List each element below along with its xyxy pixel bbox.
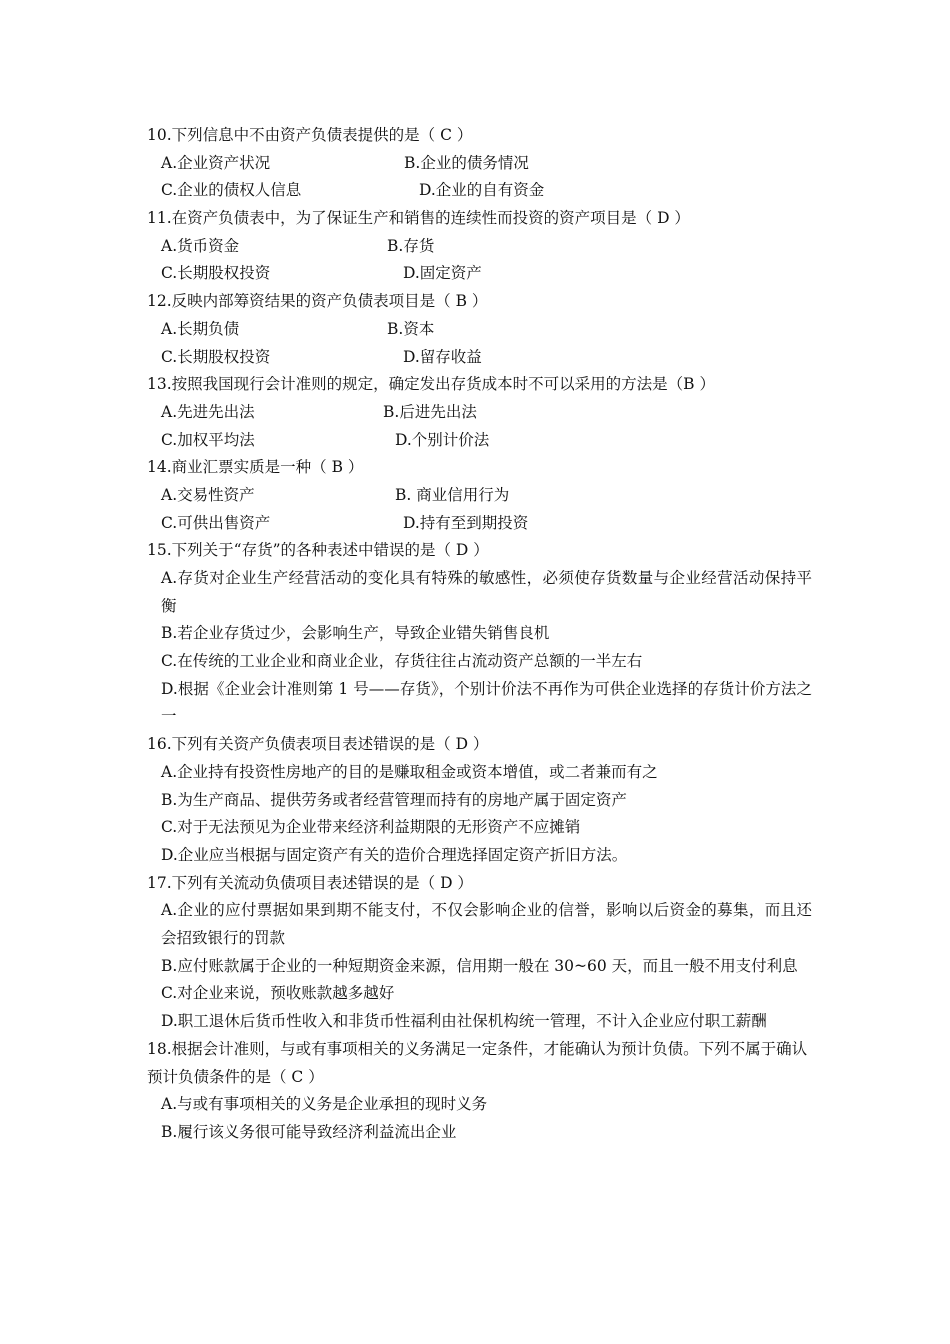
- option-c: C.长期股权投资: [161, 347, 271, 366]
- question-12-stem: 12.反映内部筹资结果的资产负债表项目是（ B ）: [147, 292, 488, 311]
- option-d: D.个别计价法: [395, 430, 490, 449]
- question-18-option-a: A.与或有事项相关的义务是企业承担的现时义务: [161, 1095, 488, 1114]
- option-c: C.加权平均法: [161, 430, 255, 449]
- question-16-option-c: C.对于无法预见为企业带来经济利益期限的无形资产不应摊销: [161, 818, 581, 837]
- question-17-stem: 17.下列有关流动负债项目表述错误的是（ D ）: [147, 873, 473, 892]
- question-17-option-b: B.应付账款属于企业的一种短期资金来源，信用期一般在 30~60 天，而且一般不用支付利息: [161, 956, 798, 975]
- question-17-option-d: D.职工退休后货币性收入和非货币性福利由社保机构统一管理，不计入企业应付职工薪酬: [161, 1012, 767, 1031]
- question-13-stem: 13.按照我国现行会计准则的规定，确定发出存货成本时不可以采用的方法是（B ）: [147, 375, 715, 394]
- question-12-options-row-2: [147, 344, 812, 372]
- question-15-option-d: D.根据《企业会计准则第 1 号——存货》，个别计价法不再作为可供企业选择的存货计价方法之一: [161, 679, 812, 726]
- question-13-options-row-2: [147, 427, 812, 455]
- option-c: C.长期股权投资: [161, 264, 271, 283]
- question-10-options-row-1: [147, 150, 812, 178]
- option-c: C.企业的债权人信息: [161, 181, 302, 200]
- question-14-options-row-1: [147, 482, 812, 510]
- question-16-option-a: A.企业持有投资性房地产的目的是赚取租金或资本增值，或二者兼而有之: [161, 762, 658, 781]
- option-d: D.留存收益: [403, 347, 482, 366]
- question-15-option-c: C.在传统的工业企业和商业企业，存货往往占流动资产总额的一半左右: [161, 652, 643, 671]
- question-16-stem: 16.下列有关资产负债表项目表述错误的是（ D ）: [147, 735, 489, 754]
- question-14-stem: 14.商业汇票实质是一种（ B ）: [147, 458, 364, 477]
- option-a: A.货币资金: [161, 236, 240, 255]
- question-15-option-a: A.存货对企业生产经营活动的变化具有特殊的敏感性，必须使存货数量与企业经营活动保持平衡: [161, 569, 812, 615]
- option-a: A.长期负债: [161, 319, 240, 338]
- question-11-options-row-2: [147, 260, 812, 288]
- option-a: A.企业资产状况: [161, 153, 271, 172]
- option-c: C.可供出售资产: [161, 513, 271, 532]
- option-d: D.企业的自有资金: [419, 181, 545, 200]
- question-11-options-row-1: [147, 233, 812, 261]
- option-a: A.先进先出法: [161, 402, 255, 421]
- question-16-option-d: D.企业应当根据与固定资产有关的造价合理选择固定资产折旧方法。: [161, 845, 628, 864]
- option-b: B.后进先出法: [383, 402, 477, 421]
- question-11-stem: 11.在资产负债表中，为了保证生产和销售的连续性而投资的资产项目是（ D ）: [147, 209, 690, 228]
- question-13-options-row-1: [147, 399, 812, 427]
- question-12-options-row-1: [147, 316, 812, 344]
- option-b: B. 商业信用行为: [395, 485, 510, 504]
- question-list: [147, 122, 812, 1147]
- question-17-option-c: C.对企业来说，预收账款越多越好: [161, 984, 395, 1003]
- question-10-options-row-2: [147, 177, 812, 205]
- option-b: B.存货: [387, 236, 435, 255]
- option-a: A.交易性资产: [161, 485, 255, 504]
- question-15-option-b: B.若企业存货过少，会影响生产，导致企业错失销售良机: [161, 624, 550, 643]
- option-d: D.固定资产: [403, 264, 482, 283]
- option-d: D.持有至到期投资: [403, 513, 529, 532]
- question-14-options-row-2: [147, 510, 812, 538]
- option-b: B.资本: [387, 319, 435, 338]
- question-10-stem: 10.下列信息中不由资产负债表提供的是（ C ）: [147, 126, 473, 144]
- question-16-option-b: B.为生产商品、提供劳务或者经营管理而持有的房地产属于固定资产: [161, 790, 627, 809]
- option-b: B.企业的债务情况: [404, 153, 529, 172]
- question-15-stem: 15.下列关于“存货”的各种表述中错误的是（ D ）: [147, 541, 489, 560]
- question-18-option-b: B.履行该义务很可能导致经济利益流出企业: [161, 1122, 457, 1141]
- question-17-option-a: A.企业的应付票据如果到期不能支付，不仅会影响企业的信誉，影响以后资金的募集，而且还会招致银行的罚款: [161, 901, 812, 948]
- question-18-stem: 18.根据会计准则，与或有事项相关的义务满足一定条件，才能确认为预计负债。下列不属于确认预计负债条件的是（ C ）: [147, 1039, 808, 1086]
